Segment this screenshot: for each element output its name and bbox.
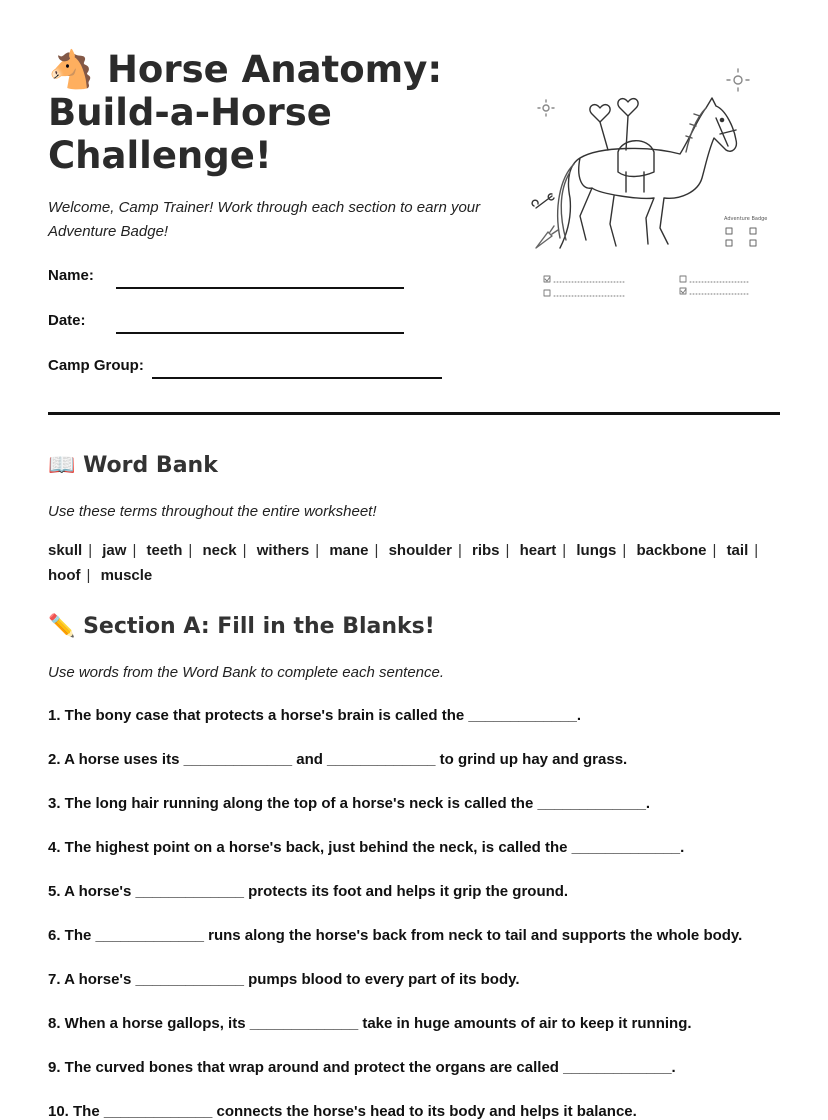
term-separator: |	[754, 542, 759, 559]
date-blank-line[interactable]	[116, 332, 404, 334]
fill-blank-question: 9. The curved bones that wrap around and protect the organs are called _____________.	[48, 1059, 676, 1076]
fill-blank-question: 4. The highest point on a horse's back, just behind the neck, is called the _____________.	[48, 839, 685, 856]
word-bank-term: ribs	[472, 542, 500, 559]
fill-blank-question: 10. The _____________ connects the horse's head to its body and helps it balance.	[48, 1103, 637, 1120]
term-separator: |	[712, 542, 717, 559]
term-separator: |	[188, 542, 193, 559]
pencil-icon: ✏️	[48, 614, 76, 639]
date-field	[48, 312, 86, 329]
word-bank-term: neck	[202, 542, 237, 559]
badge-label: Adventure Badge	[724, 216, 768, 222]
word-bank-term: withers	[256, 542, 310, 559]
term-separator: |	[562, 542, 567, 559]
horse-face-icon: 🐴	[48, 48, 95, 91]
title-line-1: Horse Anatomy:	[106, 48, 443, 91]
fill-blank-question: 8. When a horse gallops, its _____________ take in huge amounts of air to keep it running.	[48, 1015, 692, 1032]
term-separator: |	[505, 542, 510, 559]
carrot-icon	[536, 226, 558, 248]
heart-balloon-icon	[618, 99, 638, 116]
word-bank-term: lungs	[576, 542, 617, 559]
word-bank-instruction: Use these terms throughout the entire worksheet!	[48, 503, 377, 520]
camp-group-blank-line[interactable]	[152, 377, 442, 379]
section-a-instruction: Use words from the Word Bank to complete each sentence.	[48, 664, 445, 681]
term-separator: |	[242, 542, 247, 559]
word-bank-list	[48, 538, 783, 588]
fill-blank-question: 1. The bony case that protects a horse's brain is called the _____________.	[48, 707, 581, 724]
term-separator: |	[622, 542, 627, 559]
section-divider	[48, 412, 780, 415]
term-separator: |	[88, 542, 93, 559]
page-title	[48, 48, 518, 177]
horse-illustration	[530, 68, 770, 308]
word-bank-term: hoof	[48, 567, 81, 584]
word-bank-term: shoulder	[388, 542, 452, 559]
term-separator: |	[374, 542, 379, 559]
section-a-heading: ✏️ Section A: Fill in the Blanks!	[48, 614, 435, 639]
word-bank-term: heart	[519, 542, 557, 559]
fill-blank-question: 6. The _____________ runs along the horse's back from neck to tail and supports the whole body.	[48, 927, 743, 944]
term-separator: |	[132, 542, 137, 559]
term-separator: |	[315, 542, 320, 559]
name-label: Name:	[48, 267, 94, 284]
welcome-subtitle: Welcome, Camp Trainer! Work through each section to earn your Adventure Badge!	[48, 199, 481, 240]
word-bank-term: teeth	[146, 542, 183, 559]
title-line-3: Challenge!	[48, 134, 272, 177]
fill-blank-question: 5. A horse's _____________ protects its foot and helps it grip the ground.	[48, 883, 569, 900]
fill-blank-question: 3. The long hair running along the top of a horse's neck is called the _____________.	[48, 795, 651, 812]
term-separator: |	[457, 542, 462, 559]
word-bank-term: skull	[48, 542, 83, 559]
camp-group-field	[48, 357, 144, 374]
open-book-icon: 📖	[48, 453, 76, 478]
sparkle-icon	[538, 69, 749, 116]
name-blank-line[interactable]	[116, 287, 404, 289]
word-bank-term: mane	[329, 542, 369, 559]
name-field	[48, 267, 94, 284]
word-bank-term: backbone	[636, 542, 707, 559]
word-bank-term: muscle	[100, 567, 153, 584]
word-bank-term: jaw	[102, 542, 127, 559]
fill-blank-question: 7. A horse's _____________ pumps blood to every part of its body.	[48, 971, 520, 988]
title-line-2: Build-a-Horse	[48, 91, 332, 134]
bone-icon	[532, 194, 554, 208]
word-bank-heading: 📖 Word Bank	[48, 453, 218, 478]
horse-body-outline	[560, 98, 736, 248]
date-label: Date:	[48, 312, 86, 329]
heart-balloon-icon	[590, 105, 610, 122]
camp-group-label: Camp Group:	[48, 357, 144, 374]
word-bank-term: tail	[726, 542, 749, 559]
fill-blank-question: 2. A horse uses its _____________ and _____________ to grind up hay and grass.	[48, 751, 628, 768]
term-separator: |	[86, 567, 91, 584]
